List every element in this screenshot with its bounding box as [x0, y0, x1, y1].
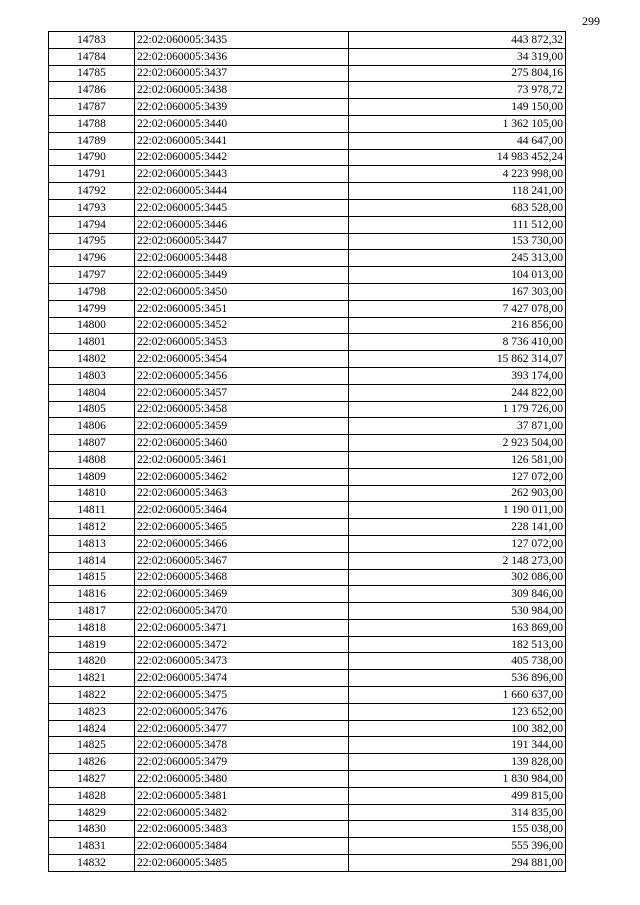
cadastral-number-cell: 22:02:060005:3442 — [135, 149, 349, 166]
cadastral-number-cell: 22:02:060005:3445 — [135, 199, 349, 216]
table-row — [49, 838, 566, 855]
row-number-cell: 14794 — [49, 216, 135, 233]
cadastral-number-cell: 22:02:060005:3459 — [135, 418, 349, 435]
row-number-cell: 14808 — [49, 451, 135, 468]
table-row — [49, 804, 566, 821]
page-number: 299 — [582, 14, 600, 28]
table-row — [49, 267, 566, 284]
cadastral-value-cell: 163 869,00 — [349, 619, 566, 636]
row-number-cell: 14803 — [49, 367, 135, 384]
cadastral-number-cell: 22:02:060005:3457 — [135, 384, 349, 401]
table-row — [49, 384, 566, 401]
row-number-cell: 14807 — [49, 435, 135, 452]
row-number-cell: 14786 — [49, 82, 135, 99]
cadastral-value-cell: 555 396,00 — [349, 838, 566, 855]
cadastral-value-cell: 182 513,00 — [349, 636, 566, 653]
table-row — [49, 233, 566, 250]
row-number-cell: 14789 — [49, 132, 135, 149]
row-number-cell: 14785 — [49, 65, 135, 82]
table-row — [49, 787, 566, 804]
cadastral-number-cell: 22:02:060005:3458 — [135, 401, 349, 418]
cadastral-number-cell: 22:02:060005:3439 — [135, 99, 349, 116]
table-row — [49, 670, 566, 687]
cadastral-value-cell: 1 179 726,00 — [349, 401, 566, 418]
cadastral-value-cell: 8 736 410,00 — [349, 334, 566, 351]
cadastral-value-cell: 14 983 452,24 — [349, 149, 566, 166]
table-row — [49, 535, 566, 552]
row-number-cell: 14802 — [49, 351, 135, 368]
table-body — [49, 32, 566, 872]
row-number-cell: 14815 — [49, 569, 135, 586]
row-number-cell: 14832 — [49, 855, 135, 872]
table-row — [49, 636, 566, 653]
row-number-cell: 14812 — [49, 519, 135, 536]
row-number-cell: 14810 — [49, 485, 135, 502]
table-row — [49, 48, 566, 65]
cadastral-value-cell: 149 150,00 — [349, 99, 566, 116]
table-row — [49, 502, 566, 519]
cadastral-value-cell: 1 362 105,00 — [349, 115, 566, 132]
cadastral-value-cell: 126 581,00 — [349, 451, 566, 468]
cadastral-value-cell: 111 512,00 — [349, 216, 566, 233]
cadastral-value-cell: 155 038,00 — [349, 821, 566, 838]
table-row — [49, 115, 566, 132]
row-number-cell: 14813 — [49, 535, 135, 552]
cadastral-number-cell: 22:02:060005:3472 — [135, 636, 349, 653]
row-number-cell: 14806 — [49, 418, 135, 435]
cadastral-number-cell: 22:02:060005:3475 — [135, 687, 349, 704]
cadastral-value-cell: 302 086,00 — [349, 569, 566, 586]
row-number-cell: 14821 — [49, 670, 135, 687]
row-number-cell: 14799 — [49, 300, 135, 317]
cadastral-value-cell: 167 303,00 — [349, 283, 566, 300]
cadastral-value-cell: 191 344,00 — [349, 737, 566, 754]
cadastral-value-cell: 245 313,00 — [349, 250, 566, 267]
cadastral-value-cell: 2 923 504,00 — [349, 435, 566, 452]
table-row — [49, 183, 566, 200]
row-number-cell: 14825 — [49, 737, 135, 754]
cadastral-number-cell: 22:02:060005:3480 — [135, 771, 349, 788]
cadastral-value-cell: 1 830 984,00 — [349, 771, 566, 788]
table-row — [49, 166, 566, 183]
cadastral-value-cell: 118 241,00 — [349, 183, 566, 200]
cadastral-value-table — [48, 31, 566, 872]
cadastral-number-cell: 22:02:060005:3469 — [135, 586, 349, 603]
table-row — [49, 855, 566, 872]
row-number-cell: 14817 — [49, 603, 135, 620]
cadastral-number-cell: 22:02:060005:3441 — [135, 132, 349, 149]
table-row — [49, 367, 566, 384]
row-number-cell: 14826 — [49, 754, 135, 771]
row-number-cell: 14788 — [49, 115, 135, 132]
cadastral-number-cell: 22:02:060005:3450 — [135, 283, 349, 300]
cadastral-value-cell: 536 896,00 — [349, 670, 566, 687]
cadastral-value-cell: 123 652,00 — [349, 703, 566, 720]
table-row — [49, 199, 566, 216]
cadastral-number-cell: 22:02:060005:3470 — [135, 603, 349, 620]
cadastral-number-cell: 22:02:060005:3436 — [135, 48, 349, 65]
table-row — [49, 519, 566, 536]
cadastral-value-cell: 44 647,00 — [349, 132, 566, 149]
cadastral-value-cell: 139 828,00 — [349, 754, 566, 771]
table-row — [49, 737, 566, 754]
table-row — [49, 317, 566, 334]
cadastral-number-cell: 22:02:060005:3468 — [135, 569, 349, 586]
table-row — [49, 351, 566, 368]
cadastral-number-cell: 22:02:060005:3477 — [135, 720, 349, 737]
table-row — [49, 334, 566, 351]
row-number-cell: 14801 — [49, 334, 135, 351]
row-number-cell: 14831 — [49, 838, 135, 855]
table-row — [49, 485, 566, 502]
cadastral-number-cell: 22:02:060005:3474 — [135, 670, 349, 687]
table-row — [49, 821, 566, 838]
row-number-cell: 14818 — [49, 619, 135, 636]
row-number-cell: 14819 — [49, 636, 135, 653]
cadastral-number-cell: 22:02:060005:3435 — [135, 32, 349, 49]
cadastral-number-cell: 22:02:060005:3463 — [135, 485, 349, 502]
cadastral-number-cell: 22:02:060005:3447 — [135, 233, 349, 250]
row-number-cell: 14793 — [49, 199, 135, 216]
table-row — [49, 603, 566, 620]
cadastral-value-cell: 1 190 011,00 — [349, 502, 566, 519]
cadastral-value-cell: 262 903,00 — [349, 485, 566, 502]
cadastral-number-cell: 22:02:060005:3452 — [135, 317, 349, 334]
cadastral-value-cell: 309 846,00 — [349, 586, 566, 603]
cadastral-value-cell: 499 815,00 — [349, 787, 566, 804]
row-number-cell: 14809 — [49, 468, 135, 485]
row-number-cell: 14783 — [49, 32, 135, 49]
cadastral-value-cell: 73 978,72 — [349, 82, 566, 99]
table-row — [49, 569, 566, 586]
cadastral-number-cell: 22:02:060005:3484 — [135, 838, 349, 855]
table-row — [49, 65, 566, 82]
row-number-cell: 14814 — [49, 552, 135, 569]
table-row — [49, 32, 566, 49]
table-row — [49, 250, 566, 267]
row-number-cell: 14787 — [49, 99, 135, 116]
row-number-cell: 14811 — [49, 502, 135, 519]
row-number-cell: 14829 — [49, 804, 135, 821]
cadastral-value-cell: 530 984,00 — [349, 603, 566, 620]
table-row — [49, 687, 566, 704]
cadastral-value-cell: 7 427 078,00 — [349, 300, 566, 317]
cadastral-number-cell: 22:02:060005:3482 — [135, 804, 349, 821]
cadastral-value-cell: 216 856,00 — [349, 317, 566, 334]
row-number-cell: 14824 — [49, 720, 135, 737]
table-row — [49, 435, 566, 452]
table-row — [49, 401, 566, 418]
row-number-cell: 14800 — [49, 317, 135, 334]
row-number-cell: 14792 — [49, 183, 135, 200]
table-row — [49, 653, 566, 670]
cadastral-value-cell: 294 881,00 — [349, 855, 566, 872]
cadastral-number-cell: 22:02:060005:3446 — [135, 216, 349, 233]
table-row — [49, 216, 566, 233]
cadastral-value-cell: 393 174,00 — [349, 367, 566, 384]
row-number-cell: 14805 — [49, 401, 135, 418]
cadastral-value-cell: 153 730,00 — [349, 233, 566, 250]
row-number-cell: 14798 — [49, 283, 135, 300]
cadastral-value-cell: 127 072,00 — [349, 535, 566, 552]
table-row — [49, 720, 566, 737]
row-number-cell: 14796 — [49, 250, 135, 267]
table-row — [49, 149, 566, 166]
cadastral-number-cell: 22:02:060005:3478 — [135, 737, 349, 754]
cadastral-number-cell: 22:02:060005:3440 — [135, 115, 349, 132]
row-number-cell: 14827 — [49, 771, 135, 788]
cadastral-number-cell: 22:02:060005:3444 — [135, 183, 349, 200]
table-row — [49, 418, 566, 435]
cadastral-number-cell: 22:02:060005:3462 — [135, 468, 349, 485]
cadastral-value-cell: 443 872,32 — [349, 32, 566, 49]
cadastral-number-cell: 22:02:060005:3483 — [135, 821, 349, 838]
table-row — [49, 771, 566, 788]
cadastral-number-cell: 22:02:060005:3476 — [135, 703, 349, 720]
cadastral-value-cell: 228 141,00 — [349, 519, 566, 536]
cadastral-value-cell: 244 822,00 — [349, 384, 566, 401]
cadastral-value-cell: 127 072,00 — [349, 468, 566, 485]
cadastral-number-cell: 22:02:060005:3451 — [135, 300, 349, 317]
cadastral-number-cell: 22:02:060005:3438 — [135, 82, 349, 99]
cadastral-value-cell: 405 738,00 — [349, 653, 566, 670]
row-number-cell: 14797 — [49, 267, 135, 284]
table-row — [49, 283, 566, 300]
cadastral-number-cell: 22:02:060005:3485 — [135, 855, 349, 872]
cadastral-number-cell: 22:02:060005:3481 — [135, 787, 349, 804]
row-number-cell: 14830 — [49, 821, 135, 838]
cadastral-number-cell: 22:02:060005:3443 — [135, 166, 349, 183]
cadastral-value-cell: 683 528,00 — [349, 199, 566, 216]
row-number-cell: 14820 — [49, 653, 135, 670]
table-row — [49, 99, 566, 116]
cadastral-value-cell: 15 862 314,07 — [349, 351, 566, 368]
cadastral-value-cell: 104 013,00 — [349, 267, 566, 284]
row-number-cell: 14823 — [49, 703, 135, 720]
table-row — [49, 132, 566, 149]
table-row — [49, 300, 566, 317]
cadastral-number-cell: 22:02:060005:3467 — [135, 552, 349, 569]
cadastral-number-cell: 22:02:060005:3464 — [135, 502, 349, 519]
table-row — [49, 82, 566, 99]
cadastral-number-cell: 22:02:060005:3460 — [135, 435, 349, 452]
table-row — [49, 754, 566, 771]
cadastral-value-cell: 34 319,00 — [349, 48, 566, 65]
cadastral-number-cell: 22:02:060005:3448 — [135, 250, 349, 267]
cadastral-number-cell: 22:02:060005:3449 — [135, 267, 349, 284]
row-number-cell: 14795 — [49, 233, 135, 250]
cadastral-value-cell: 37 871,00 — [349, 418, 566, 435]
table-row — [49, 552, 566, 569]
cadastral-number-cell: 22:02:060005:3461 — [135, 451, 349, 468]
cadastral-value-cell: 100 382,00 — [349, 720, 566, 737]
row-number-cell: 14790 — [49, 149, 135, 166]
cadastral-number-cell: 22:02:060005:3453 — [135, 334, 349, 351]
table-row — [49, 451, 566, 468]
row-number-cell: 14816 — [49, 586, 135, 603]
cadastral-number-cell: 22:02:060005:3471 — [135, 619, 349, 636]
cadastral-number-cell: 22:02:060005:3466 — [135, 535, 349, 552]
table-row — [49, 619, 566, 636]
cadastral-value-cell: 1 660 637,00 — [349, 687, 566, 704]
row-number-cell: 14804 — [49, 384, 135, 401]
cadastral-value-cell: 2 148 273,00 — [349, 552, 566, 569]
cadastral-number-cell: 22:02:060005:3456 — [135, 367, 349, 384]
cadastral-value-cell: 314 835,00 — [349, 804, 566, 821]
cadastral-number-cell: 22:02:060005:3437 — [135, 65, 349, 82]
row-number-cell: 14828 — [49, 787, 135, 804]
cadastral-number-cell: 22:02:060005:3465 — [135, 519, 349, 536]
cadastral-number-cell: 22:02:060005:3473 — [135, 653, 349, 670]
table-row — [49, 468, 566, 485]
cadastral-value-cell: 275 804,16 — [349, 65, 566, 82]
row-number-cell: 14784 — [49, 48, 135, 65]
cadastral-number-cell: 22:02:060005:3479 — [135, 754, 349, 771]
table-row — [49, 703, 566, 720]
cadastral-value-cell: 4 223 998,00 — [349, 166, 566, 183]
row-number-cell: 14822 — [49, 687, 135, 704]
cadastral-number-cell: 22:02:060005:3454 — [135, 351, 349, 368]
row-number-cell: 14791 — [49, 166, 135, 183]
table-row — [49, 586, 566, 603]
